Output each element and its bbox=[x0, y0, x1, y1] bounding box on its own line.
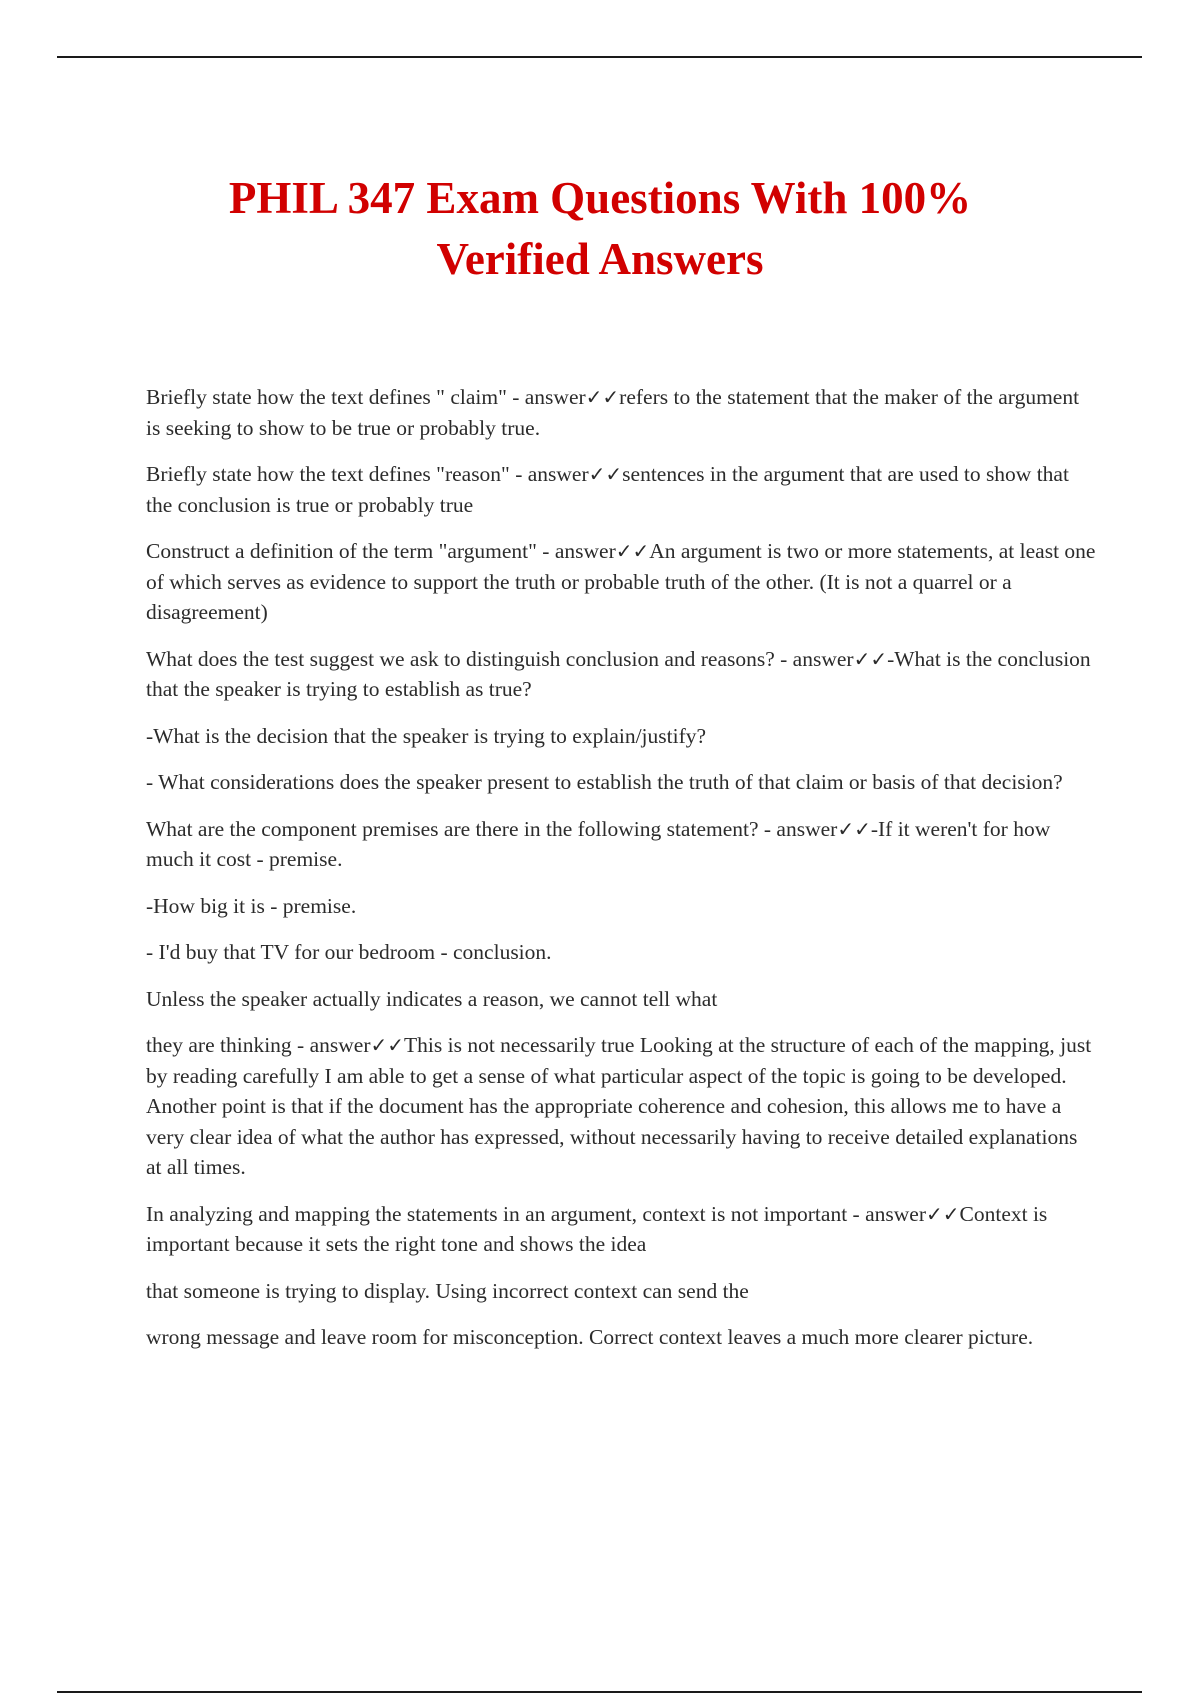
bottom-rule bbox=[57, 1691, 1142, 1693]
answer-continuation: wrong message and leave room for misconception. Correct context leaves a much more clearer picture. bbox=[146, 1325, 1034, 1349]
qa-paragraph bbox=[146, 382, 1096, 443]
answer-continuation: -How big it is - premise. bbox=[146, 893, 357, 918]
qa-paragraph bbox=[146, 814, 1096, 875]
double-check-icon: ✓✓ bbox=[837, 816, 871, 841]
double-check-icon: ✓✓ bbox=[853, 646, 888, 671]
answer-text: This is not necessarily true Looking at the structure of each of the mapping, just by reading carefully I am able to get a sense of what particular aspect of the topic is going to be developed. Another point is that if the document has the appropriate coherence and cohesion, this allows me to have a very clear idea of what the author has expressed, without necessarily having to receive detailed explanations at all times. bbox=[146, 1033, 1092, 1179]
answer-continuation: - What considerations does the speaker present to establish the truth of that claim or basis of that decision? bbox=[146, 770, 1063, 794]
answer-text: sentences in the argument that are used to show that the conclusion is true or probably true bbox=[146, 462, 1069, 517]
double-check-icon: ✓✓ bbox=[370, 1033, 404, 1057]
answer-text: An argument is two or more statements, at least one of which serves as evidence to support the truth or probable truth of the other. (It is not a quarrel or a disagreement) bbox=[146, 539, 1096, 624]
qa-paragraph bbox=[146, 536, 1096, 628]
question-text: What are the component premises are there in the following statement? - answer bbox=[146, 816, 838, 841]
answer-text: -What is the conclusion that the speaker is trying to establish as true? bbox=[146, 646, 1091, 701]
qa-paragraph bbox=[146, 1199, 1096, 1260]
question-text: In analyzing and mapping the statements in an argument, context is not important - answer bbox=[146, 1201, 926, 1226]
title-line-2: Verified Answers bbox=[436, 234, 764, 284]
question-text: they are thinking - answer bbox=[146, 1033, 371, 1057]
double-check-icon: ✓✓ bbox=[588, 462, 623, 486]
qa-paragraph bbox=[146, 644, 1096, 705]
top-rule bbox=[57, 56, 1142, 58]
double-check-icon: ✓✓ bbox=[925, 1201, 960, 1226]
question-text: Construct a definition of the term "argument" - answer bbox=[146, 539, 616, 563]
double-check-icon: ✓✓ bbox=[585, 385, 620, 409]
question-text: Briefly state how the text defines " claim" - answer bbox=[146, 385, 586, 409]
double-check-icon: ✓✓ bbox=[615, 539, 650, 563]
document-title bbox=[100, 168, 1100, 290]
document-body bbox=[146, 382, 1096, 1369]
question-fragment: Unless the speaker actually indicates a reason, we cannot tell what bbox=[146, 986, 718, 1011]
question-text: What does the test suggest we ask to distinguish conclusion and reasons? - answer bbox=[146, 646, 854, 671]
answer-text: -If it weren't for how much it cost - premise. bbox=[146, 816, 1051, 871]
answer-continuation: that someone is trying to display. Using incorrect context can send the bbox=[146, 1278, 749, 1303]
answer-continuation: - I'd buy that TV for our bedroom - conclusion. bbox=[146, 940, 552, 964]
question-text: Briefly state how the text defines "reason" - answer bbox=[146, 462, 589, 486]
answer-text: refers to the statement that the maker of the argument is seeking to show to be true or probably true. bbox=[146, 385, 1080, 440]
title-line-1: PHIL 347 Exam Questions With 100% bbox=[228, 173, 972, 223]
qa-paragraph bbox=[146, 1030, 1096, 1183]
answer-text: Context is important because it sets the right tone and shows the idea bbox=[146, 1201, 1048, 1256]
answer-continuation: -What is the decision that the speaker is trying to explain/justify? bbox=[146, 723, 707, 748]
qa-paragraph bbox=[146, 459, 1096, 520]
